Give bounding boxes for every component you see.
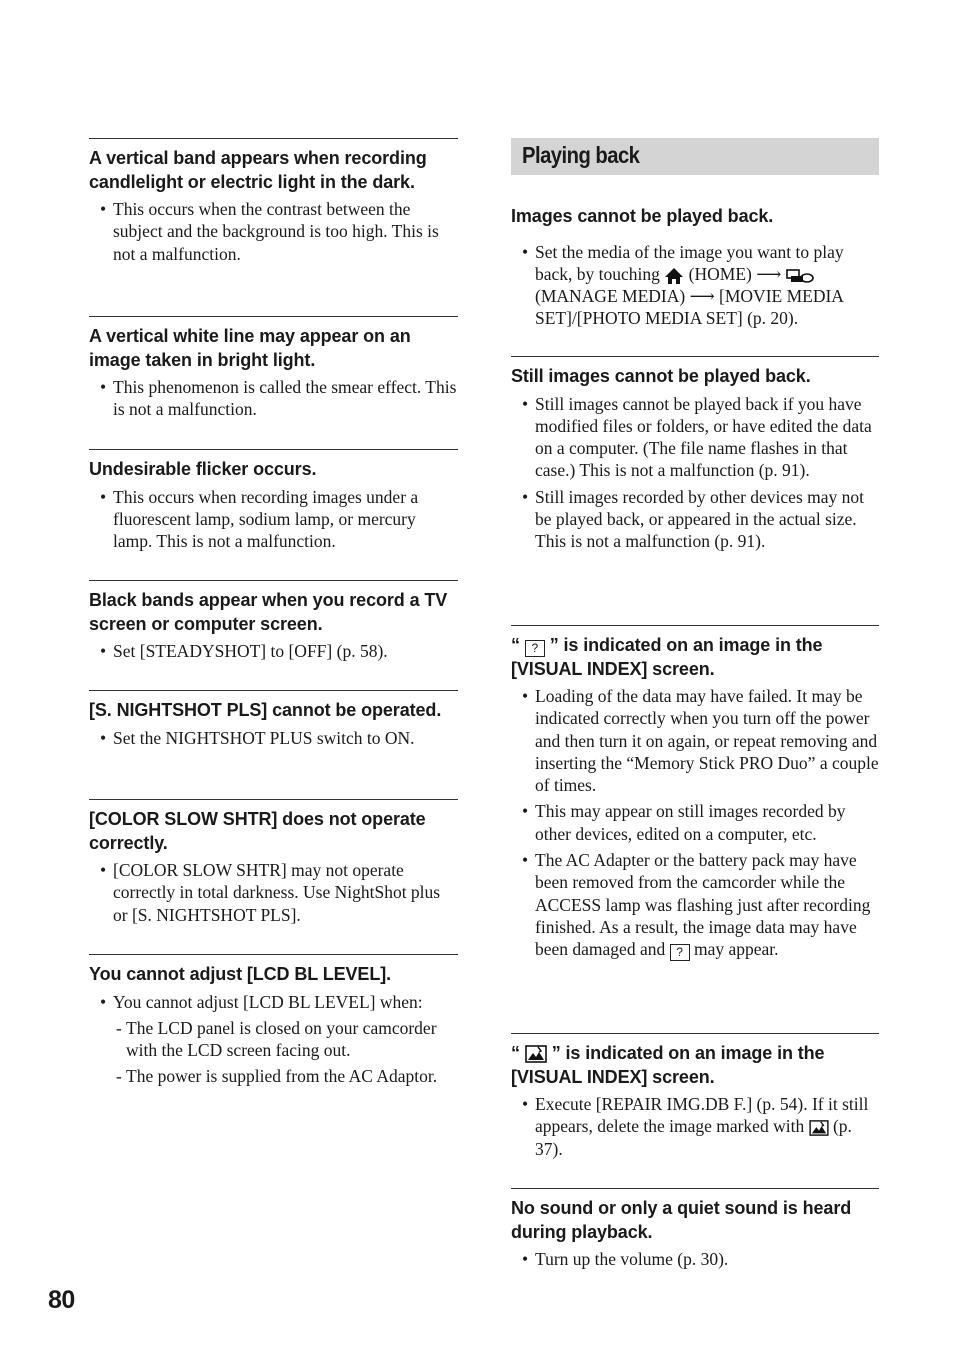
item-text: (p. 37). [535,1116,852,1159]
damaged-image-icon [525,1045,547,1063]
section-damaged-image-indicator [511,1033,879,1164]
list-item: • This phenomenon is called the smear effect. This is not a malfunction. [89,376,458,421]
item-text: Execute [REPAIR IMG.DB F.] (p. 54). If it still appears, delete the image marked with [535,1094,869,1137]
item-text: [MOVIE MEDIA SET]/[PHOTO MEDIA SET] (p. 20). [535,286,843,329]
list-item: • [COLOR SLOW SHTR] may not operate correctly in total darkness. Use NightShot plus or [S. NIGHTSHOT PLS]. [89,859,458,926]
section-heading: Still images cannot be played back. [511,366,811,386]
list-item: • Loading of the data may have failed. It may be indicated correctly when you turn off the power and then turn it on again, or repeat removing and inserting the “Memory Stick PRO Duo” a couple of times. [511,685,879,796]
quote-open: “ [511,1043,520,1063]
list-item-text: You cannot adjust [LCD BL LEVEL] when: [113,991,423,1012]
arrow-right-icon: ⟶ [756,263,782,284]
page-number: 80 [48,1286,75,1314]
list-item [511,241,879,330]
section-heading: Undesirable flicker occurs. [89,459,317,479]
list-item: • This occurs when the contrast between the subject and the background is too high. This is not a malfunction. [89,198,458,265]
section-heading: A vertical white line may appear on an image taken in bright light. [89,326,411,370]
damaged-image-icon [809,1120,829,1136]
heading-text: ” is indicated on an image in the [VISUAL INDEX] screen. [511,635,823,679]
section-nightshot [89,690,458,753]
item-text: may appear. [693,939,779,960]
item-text: The AC Adapter or the battery pack may have been removed from the camcorder while the ACCESS lamp was flashing just after recording finished. As a result, the image data may have been damaged and [535,850,871,960]
sub-list-item: - The power is supplied from the AC Adaptor. [102,1065,458,1087]
section-color-slow-shtr [89,799,458,930]
list-item: • Set [STEADYSHOT] to [OFF] (p. 58). [89,640,458,662]
section-white-line [89,316,458,425]
section-heading: [S. NIGHTSHOT PLS] cannot be operated. [89,700,442,720]
section-flicker [89,449,458,556]
section-vertical-band [89,138,458,269]
arrow-right-icon: ⟶ [689,286,715,307]
heading-text: ” is indicated on an image in the [VISUAL INDEX] screen. [511,1043,825,1087]
question-mark-icon: ? [525,640,545,657]
list-item: • Still images cannot be played back if you have modified files or folders, or have edited the data on a computer. (The file name flashes in that case.) This is not a malfunction (p. 91). [511,393,879,482]
section-band-playing-back [511,138,879,175]
band-title: Playing back [522,142,640,168]
list-item: • Set the NIGHTSHOT PLUS switch to ON. [89,727,458,749]
quote-open: “ [511,635,520,655]
list-item [89,991,458,1088]
list-item: • Turn up the volume (p. 30). [511,1248,879,1270]
item-text: (MANAGE MEDIA) [535,286,686,307]
section-heading: Black bands appear when you record a TV screen or computer screen. [89,590,448,634]
section-heading: [COLOR SLOW SHTR] does not operate correctly. [89,809,426,853]
list-item: • This may appear on still images recorded by other devices, edited on a computer, etc. [511,800,879,845]
sub-list-item: - The LCD panel is closed on your camcorder with the LCD screen facing out. [102,1017,458,1062]
section-lcd-bl-level [89,954,458,1092]
home-icon [664,267,684,285]
list-item [511,849,879,961]
section-heading: A vertical band appears when recording candlelight or electric light in the dark. [89,148,427,192]
list-item [511,1093,879,1160]
section-images-cannot-play [511,197,879,334]
section-heading [511,634,879,681]
section-heading: You cannot adjust [LCD BL LEVEL]. [89,964,392,984]
section-heading [511,1042,879,1089]
section-heading: Images cannot be played back. [511,206,774,226]
section-heading: No sound or only a quiet sound is heard during playback. [511,1198,852,1242]
section-question-mark-indicator [511,625,879,965]
item-text: (HOME) [688,263,752,284]
question-mark-icon: ? [670,944,690,961]
section-no-sound [511,1188,879,1274]
manage-media-icon [786,268,814,284]
section-black-bands [89,580,458,666]
section-still-images [511,356,879,557]
list-item: • This occurs when recording images under a fluorescent lamp, sodium lamp, or mercury lamp. This is not a malfunction. [89,486,458,553]
list-item: • Still images recorded by other devices may not be played back, or appeared in the actual size. This is not a malfunction (p. 91). [511,486,879,553]
item-text: Set the media of the image you want to play back, by touching [535,241,844,284]
